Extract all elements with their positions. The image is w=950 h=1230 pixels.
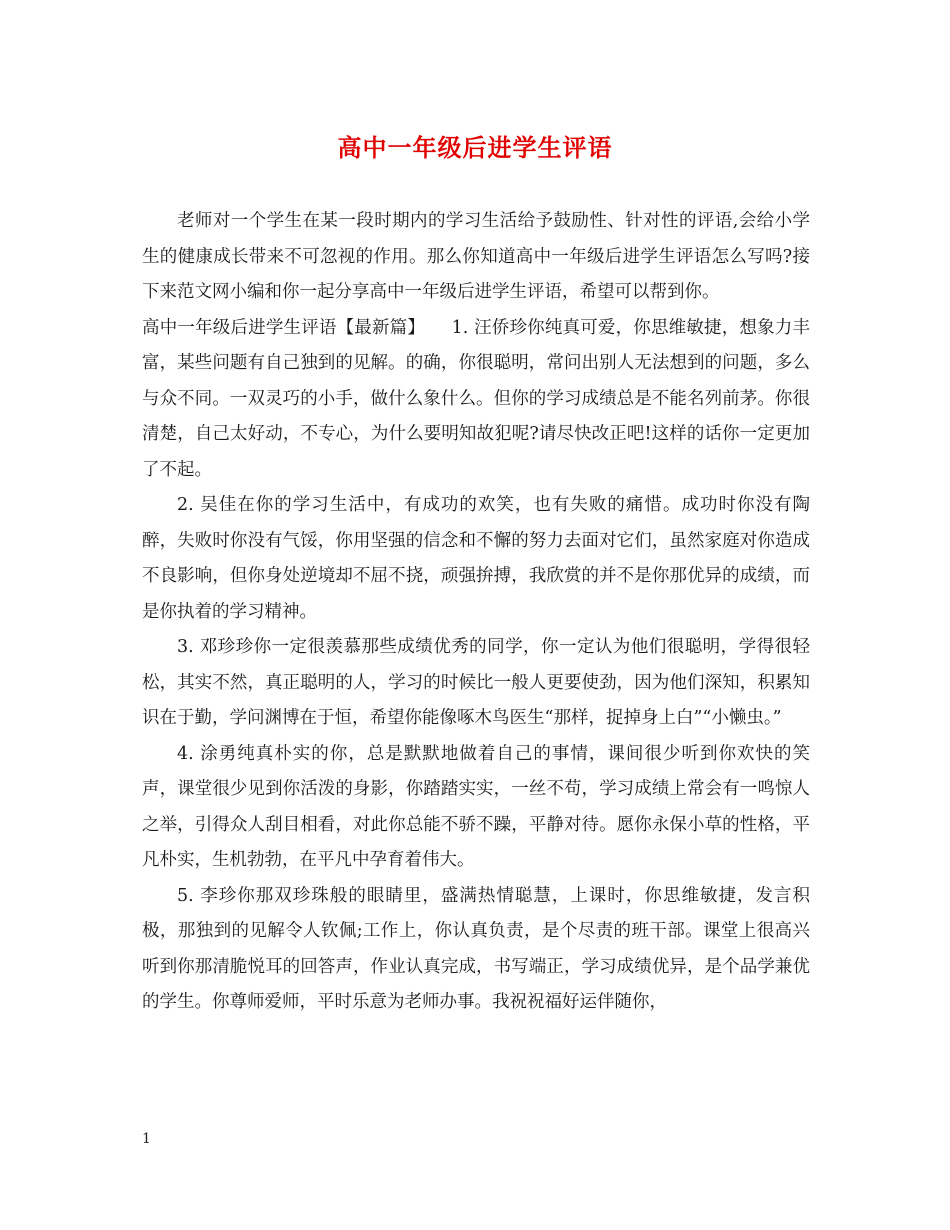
paragraph-comment-2: 2. 吴佳在你的学习生活中，有成功的欢笑，也有失败的痛惜。成功时你没有陶醉，失败时你没有气馁，你用坚强的信念和不懈的努力去面对它们，虽然家庭对你造成不良影响，但你身处逆境却不屈不挠，顽强拚搏，我欣赏的并不是你那优异的成绩，而是你执着的学习精神。 [142, 495, 810, 622]
paragraph-comment-4: 4. 涂勇纯真朴实的你，总是默默地做着自己的事情，课间很少听到你欢快的笑声，课堂很少见到你活泼的身影，你踏踏实实，一丝不苟，学习成绩上常会有一鸣惊人之举，引得众人刮目相看，对此你总能不骄不躁，平静对待。愿你永保小草的性格，平凡朴实，生机勃勃，在平凡中孕育着伟大。 [142, 743, 810, 870]
paragraph-comment-1: 高中一年级后进学生评语【最新篇】 1. 汪侨珍你纯真可爱，你思维敏捷，想象力丰富，某些问题有自己独到的见解。的确，你很聪明，常问出别人无法想到的问题，多么与众不同。一双灵巧的小手，做什么象什么。但你的学习成绩总是不能名列前茅。你很清楚，自己太好动，不专心，为什么要明知故犯呢?请尽快改正吧!这样的话你一定更加了不起。 [142, 317, 810, 480]
document-body [142, 204, 810, 1021]
paragraph-comment-5: 5. 李珍你那双珍珠般的眼睛里，盛满热情聪慧，上课时，你思维敏捷，发言积极，那独到的见解令人钦佩;工作上，你认真负责，是个尽责的班干部。课堂上很高兴听到你那清脆悦耳的回答声，作业认真完成，书写端正，学习成绩优异，是个品学兼优的学生。你尊师爱师，平时乐意为老师办事。我祝祝福好运伴随你， [142, 885, 810, 1012]
document-title: 高中一年级后进学生评语 [337, 133, 613, 162]
paragraph-intro: 老师对一个学生在某一段时期内的学习生活给予鼓励性、针对性的评语,会给小学生的健康成长带来不可忽视的作用。那么你知道高中一年级后进学生评语怎么写吗?接下来范文网小编和你一起分享高中一年级后进学生评语，希望可以帮到你。 [142, 211, 810, 302]
page-number: 1 [142, 1131, 151, 1147]
paragraph-comment-3: 3. 邓珍珍你一定很羡慕那些成绩优秀的同学，你一定认为他们很聪明，学得很轻松，其实不然，真正聪明的人，学习的时候比一般人更要使劲，因为他们深知，积累知识在于勤，学问渊博在于恒，希望你能像啄木鸟医生“那样，捉掉身上白”“小懒虫。” [142, 637, 810, 728]
